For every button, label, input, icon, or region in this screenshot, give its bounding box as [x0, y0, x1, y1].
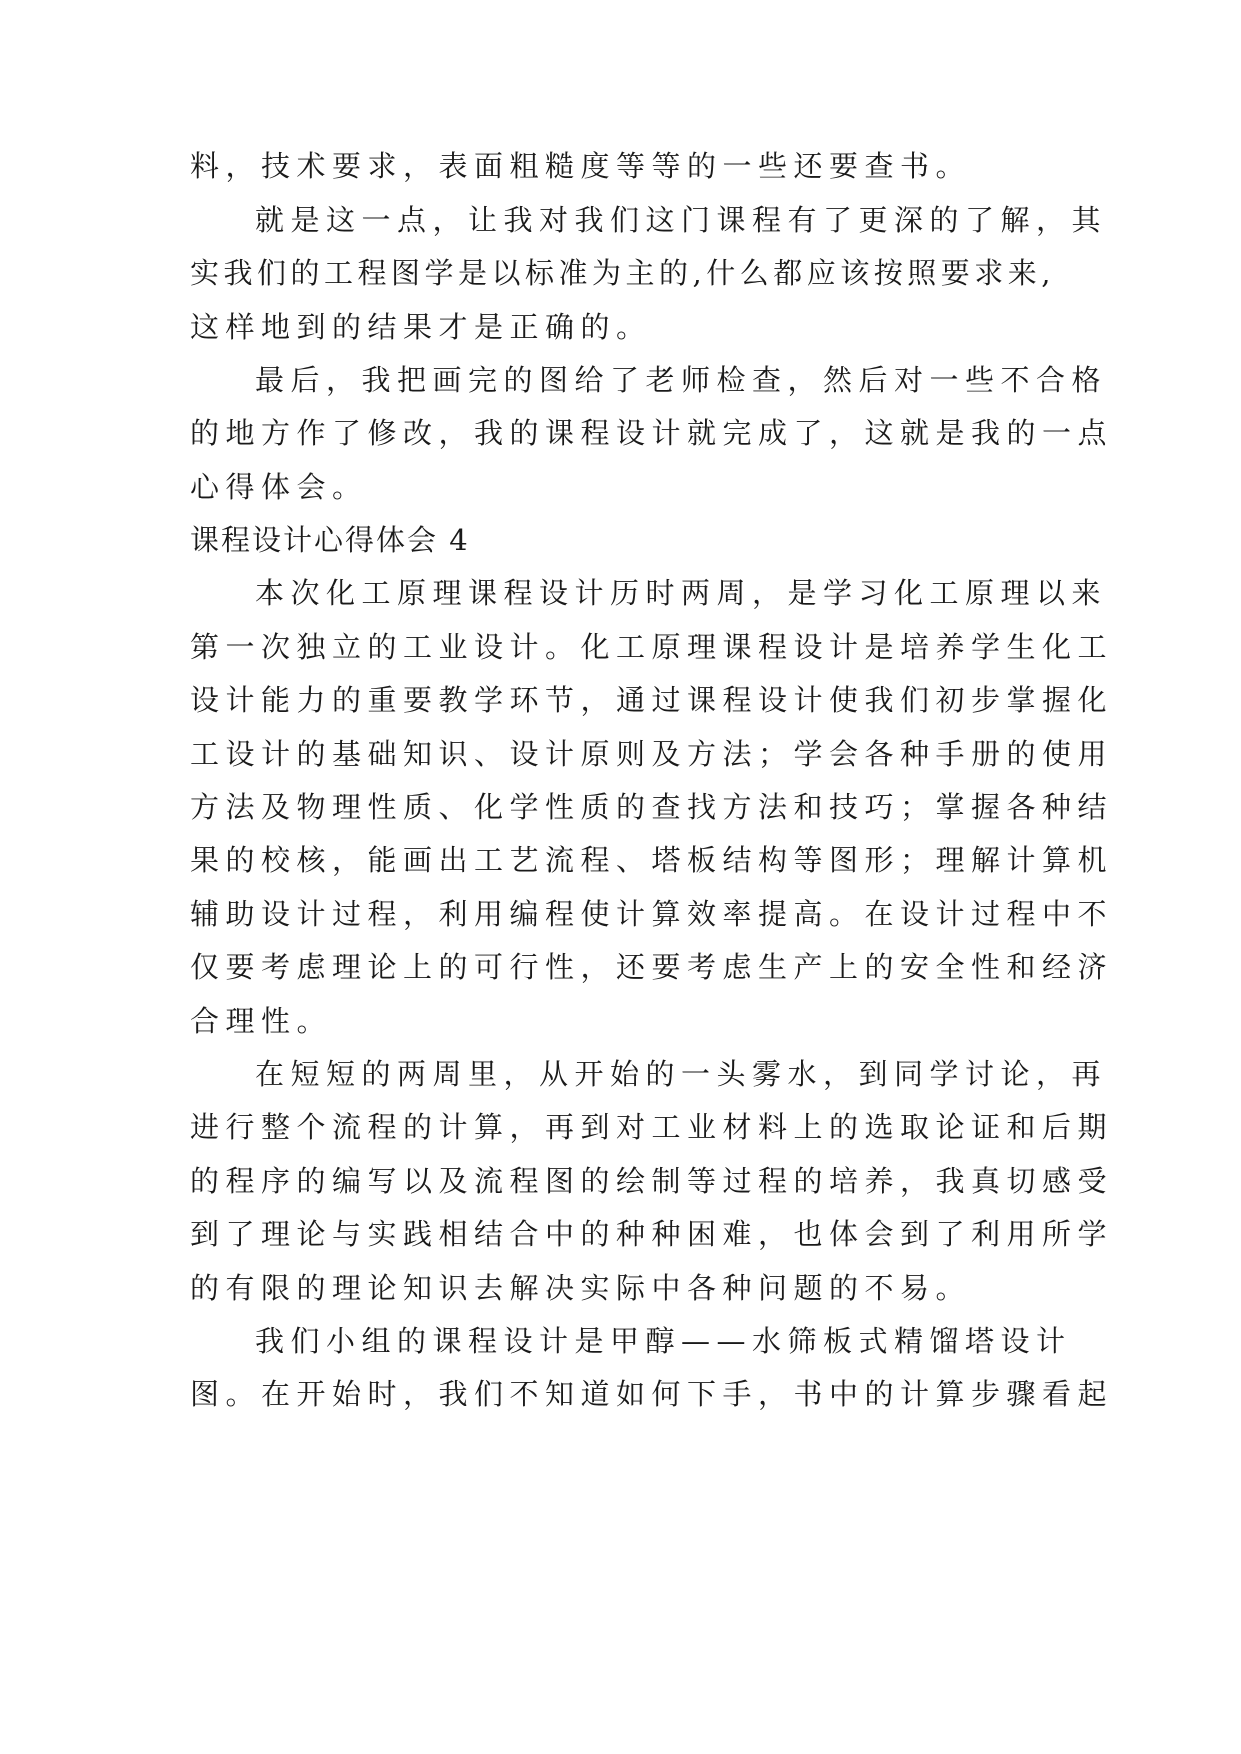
text-line: 实我们的工程图学是以标准为主的,什么都应该按照要求来,: [190, 256, 1055, 290]
text-line: 到了理论与实践相结合中的种种困难，也体会到了利用所学: [190, 1217, 1114, 1251]
text-line: 的地方作了修改，我的课程设计就完成了，这就是我的一点: [190, 416, 1114, 450]
paragraph-start-line: 本次化工原理课程设计历时两周，是学习化工原理以来: [255, 576, 1108, 610]
paragraph-start-line: 最后，我把画完的图给了老师检查，然后对一些不合格: [255, 363, 1108, 397]
text-line: 合理性。: [190, 1004, 333, 1038]
text-line: 方法及物理性质、化学性质的查找方法和技巧；掌握各种结: [190, 790, 1114, 824]
text-line: 仅要考虑理论上的可行性，还要考虑生产上的安全性和经济: [190, 950, 1114, 984]
text-line: 图。在开始时，我们不知道如何下手，书中的计算步骤看起: [190, 1377, 1114, 1411]
text-line: 辅助设计过程，利用编程使计算效率提高。在设计过程中不: [190, 897, 1114, 931]
text-line: 第一次独立的工业设计。化工原理课程设计是培养学生化工: [190, 630, 1114, 664]
section-heading: 课程设计心得体会 4: [190, 523, 470, 557]
paragraph-start-line: 我们小组的课程设计是甲醇——水筛板式精馏塔设计: [255, 1324, 1072, 1358]
text-line: 的有限的理论知识去解决实际中各种问题的不易。: [190, 1271, 972, 1305]
paragraph-start-line: 在短短的两周里，从开始的一头雾水，到同学讨论，再: [255, 1057, 1108, 1091]
text-line: 的程序的编写以及流程图的绘制等过程的培养，我真切感受: [190, 1164, 1114, 1198]
text-line: 这样地到的结果才是正确的。: [190, 310, 652, 344]
text-line: 料，技术要求，表面粗糙度等等的一些还要查书。: [190, 149, 972, 183]
text-line: 心得体会。: [190, 470, 368, 504]
paragraph-start-line: 就是这一点，让我对我们这门课程有了更深的了解，其: [255, 203, 1108, 237]
text-line: 设计能力的重要教学环节，通过课程设计使我们初步掌握化: [190, 683, 1114, 717]
text-line: 进行整个流程的计算，再到对工业材料上的选取论证和后期: [190, 1110, 1114, 1144]
text-line: 果的校核，能画出工艺流程、塔板结构等图形；理解计算机: [190, 843, 1114, 877]
text-line: 工设计的基础知识、设计原则及方法；学会各种手册的使用: [190, 737, 1114, 771]
